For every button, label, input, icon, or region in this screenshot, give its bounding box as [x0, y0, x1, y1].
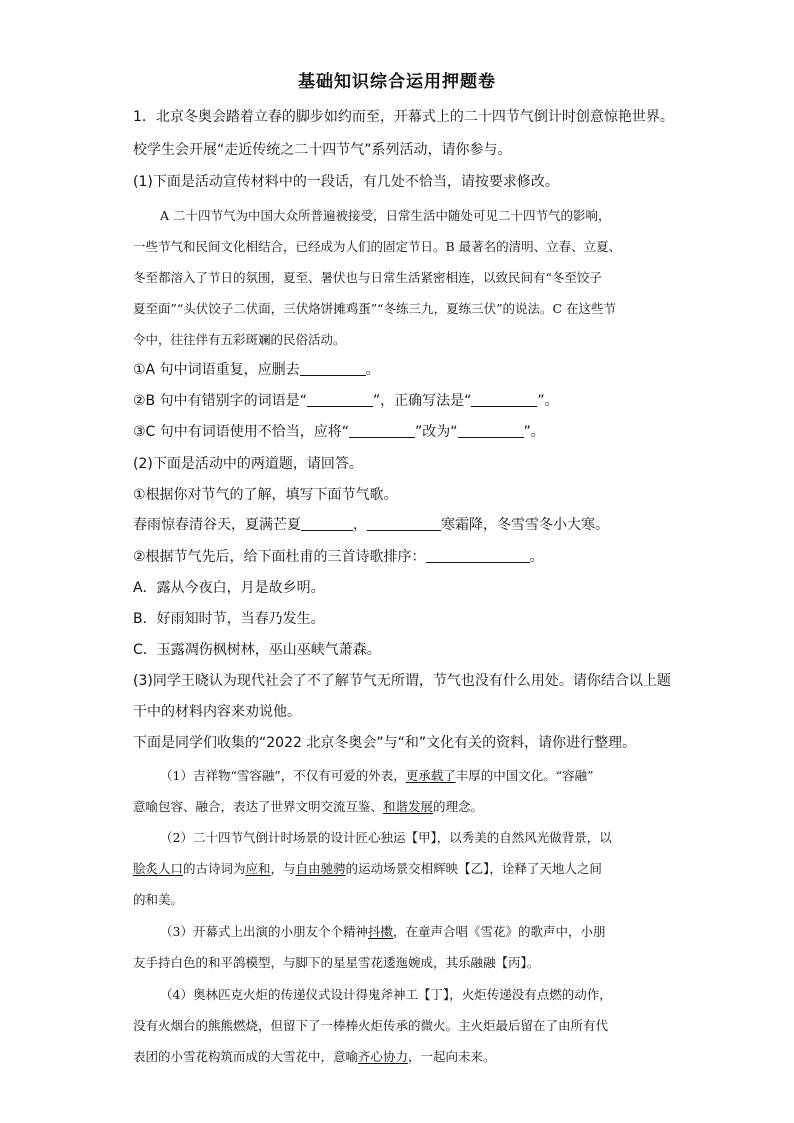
solar-term-song-sep: ， [353, 517, 367, 533]
text-run: （3）开幕式上出演的小朋友个个精神 [160, 924, 368, 939]
answer-blank[interactable] [471, 392, 537, 407]
solar-term-song-start: 春雨惊春清谷天，夏满芒夏 [133, 517, 301, 533]
sub-question-2 [133, 392, 559, 410]
material-item-4-line3 [133, 1048, 496, 1066]
answer-blank[interactable] [307, 392, 373, 407]
text-run: 意喻包容、融合，表达了世界文明交流互鉴、 [133, 799, 384, 814]
sub-question-3-mid: ”改为“ [415, 424, 458, 440]
material-item-3-line1 [160, 923, 606, 941]
material-item-1-line2 [133, 798, 483, 816]
q1-intro-line1: 1．北京冬奥会踏着立春的脚步如约而至，开幕式上的二十四节气倒计时创意惊艳世界。 [133, 109, 674, 125]
passage-line: 一些节气和民间文化相结合，已经成为人们的固定节日。B 最著名的清明、立春、立夏、 [133, 239, 622, 254]
material-item-2-line2 [133, 860, 602, 878]
material-item-4-line2: 没有火烟台的熊熊燃烧，但留下了一棒棒火炬传承的微火。主火炬最后留在了由所有代 [133, 1018, 609, 1033]
underlined-word: 齐心协力 [358, 1049, 409, 1064]
material-item-2-line1: （2）二十四节气倒计时场景的设计匠心独运【甲】，以秀美的自然风光做背景，以 [160, 830, 612, 845]
sub-question-3 [133, 423, 545, 441]
sub-question-1-text: ①A 句中词语重复，应删去 [133, 362, 300, 378]
material-item-4-line1: （4）奥林匹克火炬的传递仪式设计得鬼斧神工【丁】，火炬传递没有点燃的动作， [160, 987, 612, 1002]
material-item-1-line1 [160, 767, 594, 785]
text-run: ，在童声合唱《雪花》的歌声中，小朋 [392, 924, 606, 939]
option-a: A．露从今夜白，月是故乡明。 [133, 580, 325, 596]
solar-term-song [133, 516, 609, 534]
sub-question-1 [133, 361, 380, 379]
underlined-word: 抖擞 [367, 924, 393, 939]
answer-blank[interactable] [458, 423, 524, 438]
answer-blank[interactable] [301, 516, 353, 531]
sub-question-2-text: ②B 句中有错别字的词语是“ [133, 393, 307, 409]
option-b: B．好雨知时节，当春乃发生。 [133, 611, 325, 627]
text-run: 表团的小雪花构筑而成的大雪花中，意喻 [133, 1049, 359, 1064]
q1-part3-line1: (3)同学王晓认为现代社会了不了解节气无所谓，节气也没有什么用处。请你结合以上题 [133, 673, 671, 689]
document-title: 基础知识综合运用押题卷 [298, 72, 496, 92]
underlined-word: 和谐发展 [383, 799, 434, 814]
passage-line: 冬至都溶入了节日的氛围，夏至、暑伏也与日常生活紧密相连，以致民间有“冬至饺子 [133, 270, 602, 285]
material-item-2-line3: 的和美。 [133, 892, 184, 907]
q1-part2-heading: (2)下面是活动中的两道题，请回答。 [133, 456, 363, 472]
passage-line: 令中，往往伴有五彩斑斓的民俗活动。 [133, 332, 346, 347]
underlined-word: 更承载了 [405, 768, 456, 783]
q1-part2-item-b [133, 548, 544, 566]
solar-term-song-end: 寒霜降，冬雪雪冬小大寒。 [441, 517, 609, 533]
text-run: 的理念。 [433, 799, 484, 814]
underlined-word: 脍炙人口 [133, 861, 184, 876]
passage-line: 夏至面”“头伏饺子二伏面，三伏烙饼摊鸡蛋”“冬练三九，夏练三伏”的说法。C 在这些节 [133, 301, 616, 316]
q2-intro: 下面是同学们收集的“2022 北京冬奥会”与“和”文化有关的资料，请你进行整理。 [133, 735, 637, 751]
q1-part2-item-a: ①根据你对节气的了解，填写下面节气歌。 [133, 487, 398, 503]
text-run: ，与 [270, 861, 296, 876]
underlined-word: 应和 [245, 861, 271, 876]
q1-part1-heading: (1)下面是活动宣传材料中的一段话，有几处不恰当，请按要求修改。 [133, 174, 559, 190]
sub-question-3-end: ”。 [523, 424, 545, 440]
answer-blank[interactable] [300, 361, 366, 376]
text-run: （1）吉祥物“雪容融”，不仅有可爱的外表， [160, 768, 406, 783]
passage-line: A 二十四节气为中国大众所普遍被接受，日常生活中随处可见二十四节气的影响， [160, 208, 611, 223]
q1-part3-line2: 干中的材料内容来劝说他。 [133, 704, 301, 720]
q1-intro-line2: 校学生会开展“走近传统之二十四节气”系列活动，请你参与。 [133, 142, 512, 158]
q1-part2-item-b-text: ②根据节气先后，给下面杜甫的三首诗歌排序： [133, 549, 426, 565]
material-item-3-line2: 友手持白色的和平鸽模型，与脚下的星星雪花逶迤婉成，其乐融融【丙】。 [133, 955, 540, 970]
answer-blank[interactable] [367, 516, 441, 531]
q1-part2-item-b-end: 。 [529, 549, 544, 565]
underlined-word: 自由驰骋 [295, 861, 346, 876]
text-run: 的古诗词为 [183, 861, 246, 876]
answer-blank[interactable] [349, 423, 415, 438]
sub-question-1-end: 。 [365, 362, 380, 378]
text-run: ，一起向未来。 [408, 1049, 496, 1064]
answer-blank[interactable] [426, 548, 530, 563]
text-run: 丰厚的中国文化。“容融” [455, 768, 594, 783]
sub-question-3-text: ③C 句中有词语使用不恰当，应将“ [133, 424, 350, 440]
text-run: 的运动场景交相辉映【乙】，诠释了天地人之间 [345, 861, 602, 876]
sub-question-2-mid: ”，正确写法是“ [372, 393, 472, 409]
sub-question-2-end: ”。 [537, 393, 559, 409]
option-c: C．玉露凋伤枫树林，巫山巫峡气萧森。 [133, 642, 381, 658]
